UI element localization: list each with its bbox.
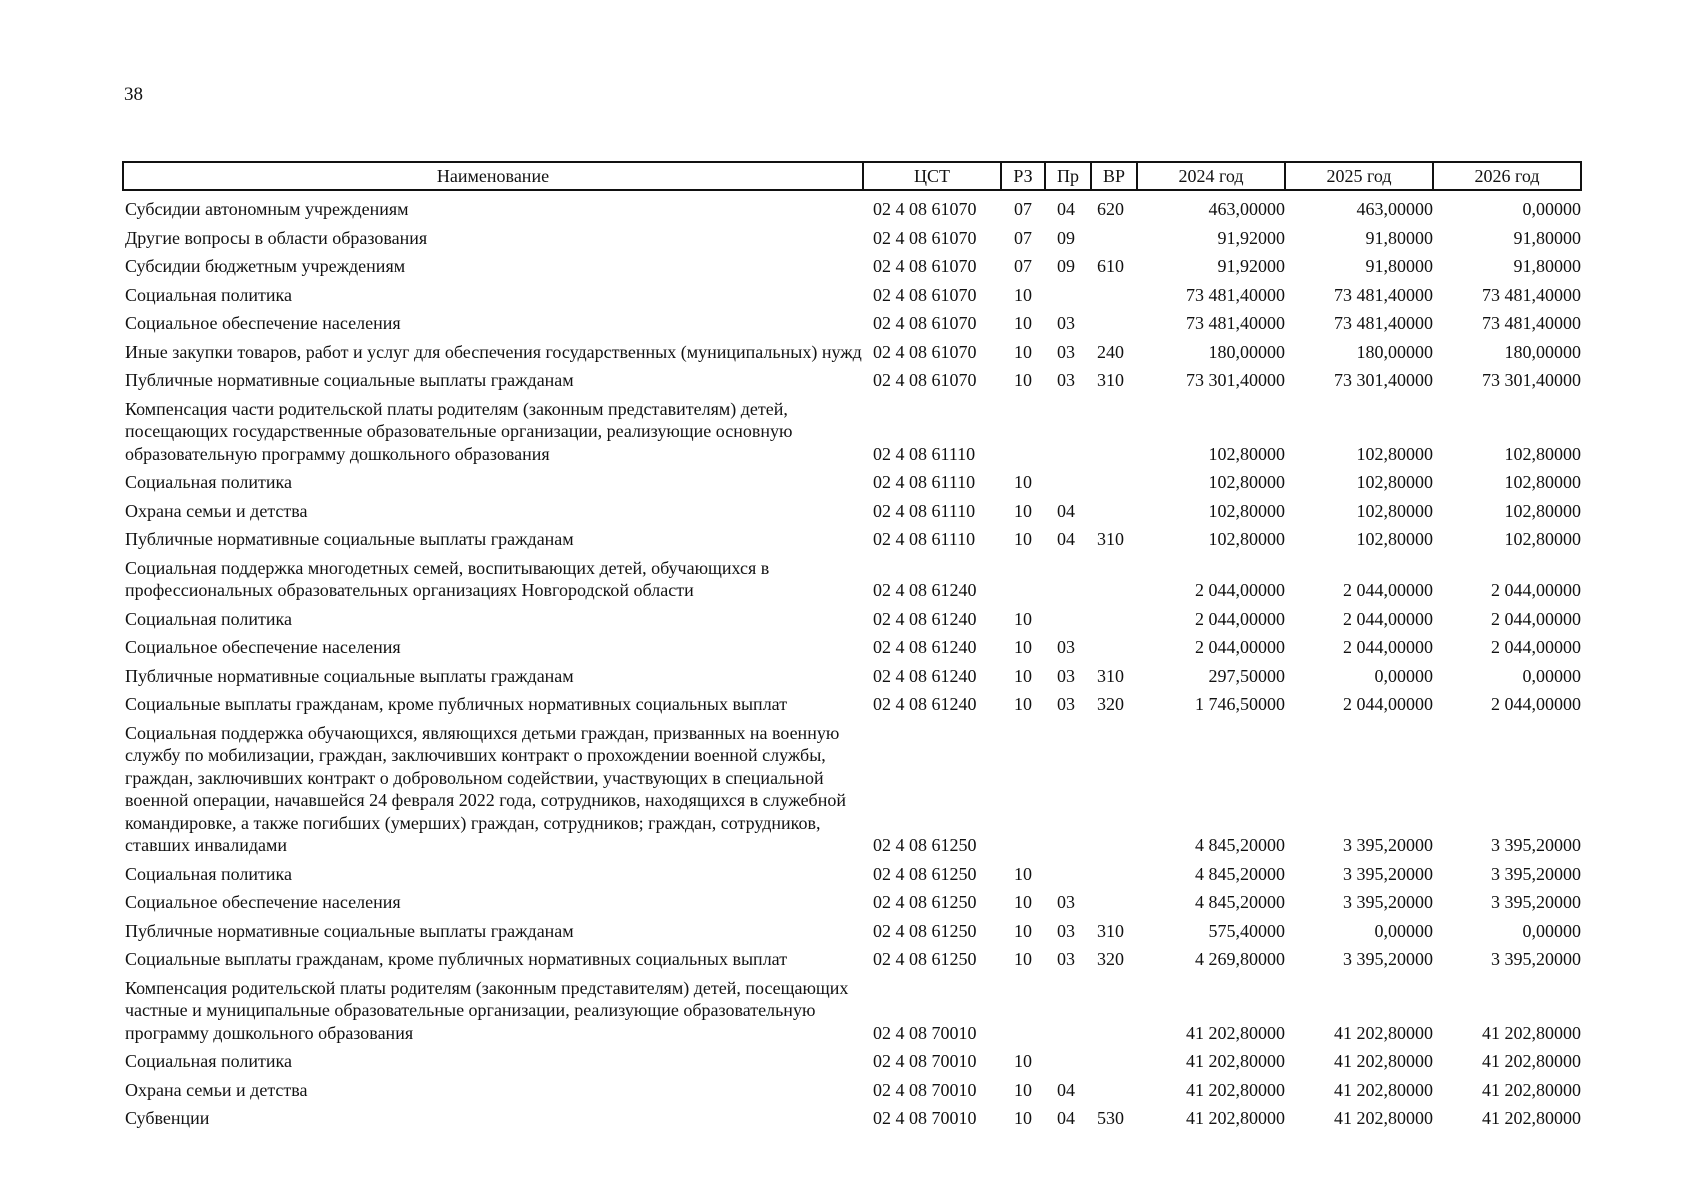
cell-rz: 10 — [1014, 892, 1032, 912]
cell-cst: 02 4 08 61240 — [873, 694, 977, 714]
header-row — [123, 162, 1581, 190]
cell-vr: 310 — [1097, 370, 1124, 390]
cell-rz: 07 — [1014, 199, 1032, 219]
cell-pr — [1045, 719, 1091, 860]
cell-rz: 10 — [1014, 920, 1032, 941]
cell-vr: 320 — [1097, 949, 1124, 969]
cell-2024: 102,80000 — [1208, 500, 1285, 521]
table-row — [123, 860, 1581, 889]
cell-pr — [1045, 281, 1091, 310]
cell-vr — [1091, 554, 1137, 605]
cell-cst: 02 4 08 61070 — [873, 227, 977, 248]
cell-cst: 02 4 08 61240 — [873, 580, 977, 600]
cell-name: Социальное обеспечение населения — [125, 892, 401, 912]
cell-vr — [1091, 974, 1137, 1048]
cell-name: Публичные нормативные социальные выплаты гражданам — [125, 920, 574, 941]
cell-2025: 180,00000 — [1356, 341, 1433, 362]
cell-2024: 73 481,40000 — [1186, 313, 1285, 333]
cell-rz: 10 — [1014, 500, 1032, 521]
cell-2026: 91,80000 — [1513, 256, 1581, 276]
cell-2024: 41 202,80000 — [1186, 1051, 1285, 1071]
cell-2024: 73 481,40000 — [1186, 284, 1285, 305]
cell-rz: 10 — [1014, 949, 1032, 969]
cell-cst: 02 4 08 70010 — [873, 1108, 977, 1128]
cell-pr: 03 — [1057, 892, 1075, 912]
cell-name: Социальные выплаты гражданам, кроме публичных нормативных социальных выплат — [125, 949, 788, 969]
cell-2025: 2 044,00000 — [1343, 608, 1433, 629]
cell-2024: 575,40000 — [1208, 920, 1285, 941]
cell-cst: 02 4 08 70010 — [873, 1022, 977, 1043]
cell-name: Публичные нормативные социальные выплаты гражданам — [125, 665, 574, 686]
header-pr: Пр — [1045, 162, 1091, 190]
cell-2025: 0,00000 — [1374, 920, 1433, 941]
cell-2024: 4 269,80000 — [1195, 949, 1285, 969]
cell-pr: 03 — [1057, 665, 1075, 686]
cell-name: Социальная политика — [125, 284, 292, 305]
cell-rz: 10 — [1014, 665, 1032, 686]
cell-vr — [1091, 888, 1137, 917]
table-row — [123, 468, 1581, 497]
table-row — [123, 690, 1581, 719]
cell-2026: 91,80000 — [1513, 227, 1581, 248]
cell-pr — [1045, 554, 1091, 605]
cell-rz: 10 — [1014, 1079, 1032, 1100]
cell-vr — [1091, 633, 1137, 662]
cell-rz — [1001, 395, 1045, 469]
table-row — [123, 366, 1581, 395]
cell-rz: 10 — [1014, 1108, 1032, 1128]
cell-cst: 02 4 08 61070 — [873, 341, 977, 362]
table-row — [123, 662, 1581, 691]
cell-2026: 0,00000 — [1522, 199, 1581, 219]
table-row — [123, 281, 1581, 310]
cell-vr: 530 — [1097, 1108, 1124, 1128]
table-row — [123, 395, 1581, 469]
table-row — [123, 525, 1581, 554]
cell-2024: 180,00000 — [1208, 341, 1285, 362]
cell-cst: 02 4 08 70010 — [873, 1079, 977, 1100]
header-vr: ВР — [1091, 162, 1137, 190]
header-name: Наименование — [123, 162, 863, 190]
cell-2026: 2 044,00000 — [1491, 608, 1581, 629]
cell-2024: 1 746,50000 — [1195, 694, 1285, 714]
cell-2025: 3 395,20000 — [1343, 835, 1433, 855]
cell-rz — [1001, 974, 1045, 1048]
cell-cst: 02 4 08 61110 — [873, 529, 976, 549]
cell-cst: 02 4 08 61070 — [873, 313, 977, 333]
table-row — [123, 309, 1581, 338]
cell-name: Социальная поддержка обучающихся, являющихся детьми граждан, призванных на военную службу по мобилизации, граждан, заключивших контракт о прохождении военной службы, граждан, заключивших контракт о добровольном содействии, участвующих в специальной военной операции, начавшейся 24 февраля 2022 года, сотрудников, находящихся в служебной командировке, а также погибших (умерших) граждан, сотрудников; граждан, сотрудников, ставших инвалидами — [125, 722, 846, 855]
cell-2025: 91,80000 — [1365, 256, 1433, 276]
cell-pr — [1045, 468, 1091, 497]
cell-2025: 41 202,80000 — [1334, 1108, 1433, 1128]
cell-2026: 102,80000 — [1504, 443, 1581, 464]
table-row — [123, 1076, 1581, 1105]
cell-name: Социальное обеспечение населения — [125, 313, 401, 333]
cell-vr — [1091, 309, 1137, 338]
cell-cst: 02 4 08 61070 — [873, 256, 977, 276]
cell-2025: 2 044,00000 — [1343, 637, 1433, 657]
cell-name: Социальная политика — [125, 1051, 292, 1071]
cell-vr: 620 — [1097, 199, 1124, 219]
cell-2026: 3 395,20000 — [1491, 949, 1581, 969]
cell-vr: 320 — [1097, 694, 1124, 714]
cell-name: Социальные выплаты гражданам, кроме публичных нормативных социальных выплат — [125, 694, 788, 714]
cell-rz: 10 — [1014, 1051, 1032, 1071]
cell-2026: 3 395,20000 — [1491, 863, 1581, 884]
cell-2026: 102,80000 — [1504, 472, 1581, 492]
cell-2026: 41 202,80000 — [1482, 1022, 1581, 1043]
cell-2025: 102,80000 — [1356, 472, 1433, 492]
table-row — [123, 888, 1581, 917]
cell-cst: 02 4 08 61250 — [873, 920, 977, 941]
cell-2024: 4 845,20000 — [1195, 835, 1285, 855]
header-cst: ЦСТ — [863, 162, 1001, 190]
cell-rz: 10 — [1014, 472, 1032, 492]
cell-2026: 2 044,00000 — [1491, 580, 1581, 600]
table-row — [123, 338, 1581, 367]
cell-2025: 2 044,00000 — [1343, 580, 1433, 600]
cell-vr: 240 — [1097, 341, 1124, 362]
cell-pr — [1045, 860, 1091, 889]
cell-2026: 0,00000 — [1522, 665, 1581, 686]
cell-pr: 04 — [1057, 1108, 1075, 1128]
cell-rz: 10 — [1014, 529, 1032, 549]
cell-pr: 09 — [1057, 227, 1075, 248]
budget-table — [122, 161, 1582, 1133]
cell-name: Субвенции — [125, 1108, 210, 1128]
cell-2025: 2 044,00000 — [1343, 694, 1433, 714]
cell-name: Публичные нормативные социальные выплаты гражданам — [125, 370, 574, 390]
table-header — [123, 162, 1581, 190]
header-2026: 2026 год — [1433, 162, 1581, 190]
cell-2025: 0,00000 — [1374, 665, 1433, 686]
cell-pr: 03 — [1057, 637, 1075, 657]
cell-2024: 91,92000 — [1217, 256, 1285, 276]
cell-2025: 3 395,20000 — [1343, 892, 1433, 912]
table-row — [123, 252, 1581, 281]
cell-cst: 02 4 08 61240 — [873, 608, 977, 629]
cell-2026: 3 395,20000 — [1491, 892, 1581, 912]
cell-2024: 463,00000 — [1208, 199, 1285, 219]
cell-2026: 102,80000 — [1504, 500, 1581, 521]
cell-rz: 10 — [1014, 637, 1032, 657]
cell-vr: 610 — [1097, 256, 1124, 276]
cell-cst: 02 4 08 70010 — [873, 1051, 977, 1071]
cell-2025: 3 395,20000 — [1343, 949, 1433, 969]
cell-pr: 03 — [1057, 920, 1075, 941]
cell-2025: 73 481,40000 — [1334, 313, 1433, 333]
table-row — [123, 917, 1581, 946]
cell-vr — [1091, 281, 1137, 310]
cell-cst: 02 4 08 61240 — [873, 637, 977, 657]
cell-pr: 03 — [1057, 341, 1075, 362]
cell-2025: 102,80000 — [1356, 500, 1433, 521]
header-2024: 2024 год — [1137, 162, 1285, 190]
cell-pr: 03 — [1057, 694, 1075, 714]
cell-2025: 73 301,40000 — [1334, 370, 1433, 390]
cell-rz: 10 — [1014, 370, 1032, 390]
cell-cst: 02 4 08 61070 — [873, 370, 977, 390]
cell-2025: 41 202,80000 — [1334, 1022, 1433, 1043]
cell-2025: 102,80000 — [1356, 529, 1433, 549]
cell-2024: 297,50000 — [1208, 665, 1285, 686]
table-row — [123, 945, 1581, 974]
cell-2024: 41 202,80000 — [1186, 1079, 1285, 1100]
cell-vr — [1091, 1076, 1137, 1105]
cell-name: Социальная политика — [125, 472, 292, 492]
cell-2026: 102,80000 — [1504, 529, 1581, 549]
cell-2024: 2 044,00000 — [1195, 608, 1285, 629]
cell-2026: 2 044,00000 — [1491, 637, 1581, 657]
cell-name: Социальная политика — [125, 608, 292, 629]
cell-2026: 0,00000 — [1522, 920, 1581, 941]
cell-pr — [1045, 974, 1091, 1048]
cell-2025: 463,00000 — [1356, 199, 1433, 219]
header-2025: 2025 год — [1285, 162, 1433, 190]
cell-2026: 41 202,80000 — [1482, 1079, 1581, 1100]
cell-vr: 310 — [1097, 920, 1124, 941]
cell-cst: 02 4 08 61240 — [873, 665, 977, 686]
cell-cst: 02 4 08 61110 — [873, 500, 976, 521]
cell-cst: 02 4 08 61250 — [873, 892, 977, 912]
cell-2024: 4 845,20000 — [1195, 892, 1285, 912]
cell-name: Социальная поддержка многодетных семей, воспитывающих детей, обучающихся в профессиональных образовательных организациях Новгородской области — [125, 557, 770, 600]
cell-2024: 91,92000 — [1217, 227, 1285, 248]
cell-pr — [1045, 605, 1091, 634]
cell-2024: 41 202,80000 — [1186, 1022, 1285, 1043]
table-row — [123, 190, 1581, 224]
cell-pr: 04 — [1057, 529, 1075, 549]
cell-name: Субсидии автономным учреждениям — [125, 199, 409, 219]
header-rz: РЗ — [1001, 162, 1045, 190]
cell-2024: 2 044,00000 — [1195, 637, 1285, 657]
cell-vr — [1091, 468, 1137, 497]
cell-2026: 3 395,20000 — [1491, 835, 1581, 855]
cell-rz: 10 — [1014, 284, 1032, 305]
cell-vr — [1091, 719, 1137, 860]
cell-2025: 3 395,20000 — [1343, 863, 1433, 884]
cell-vr — [1091, 860, 1137, 889]
table-row — [123, 224, 1581, 253]
cell-cst: 02 4 08 61250 — [873, 835, 977, 855]
cell-pr — [1045, 1047, 1091, 1076]
cell-name: Охрана семьи и детства — [125, 1079, 308, 1100]
cell-name: Другие вопросы в области образования — [125, 227, 428, 248]
cell-cst: 02 4 08 61250 — [873, 949, 977, 969]
cell-2026: 73 481,40000 — [1482, 313, 1581, 333]
cell-2025: 91,80000 — [1365, 227, 1433, 248]
cell-2024: 2 044,00000 — [1195, 580, 1285, 600]
cell-vr — [1091, 224, 1137, 253]
cell-2024: 4 845,20000 — [1195, 863, 1285, 884]
table-row — [123, 633, 1581, 662]
table-body — [123, 190, 1581, 1133]
table-row — [123, 605, 1581, 634]
cell-name: Социальное обеспечение населения — [125, 637, 401, 657]
cell-rz: 10 — [1014, 694, 1032, 714]
cell-rz: 07 — [1014, 227, 1032, 248]
cell-name: Социальная политика — [125, 863, 292, 884]
cell-2026: 41 202,80000 — [1482, 1051, 1581, 1071]
cell-rz: 10 — [1014, 313, 1032, 333]
cell-2024: 102,80000 — [1208, 443, 1285, 464]
cell-2025: 41 202,80000 — [1334, 1051, 1433, 1071]
cell-pr: 04 — [1057, 199, 1075, 219]
table-row — [123, 554, 1581, 605]
cell-vr — [1091, 497, 1137, 526]
cell-rz — [1001, 554, 1045, 605]
cell-name: Компенсация части родительской платы родителям (законным представителям) детей, посещающих государственные образовательные организации, реализующие основную образовательную программу дошкольного образования — [125, 398, 793, 464]
cell-pr: 03 — [1057, 370, 1075, 390]
cell-rz: 10 — [1014, 608, 1032, 629]
cell-2026: 180,00000 — [1504, 341, 1581, 362]
cell-cst: 02 4 08 61250 — [873, 863, 977, 884]
table-row — [123, 719, 1581, 860]
cell-pr: 09 — [1057, 256, 1075, 276]
cell-rz: 10 — [1014, 863, 1032, 884]
cell-cst: 02 4 08 61070 — [873, 284, 977, 305]
cell-2026: 73 301,40000 — [1482, 370, 1581, 390]
cell-vr — [1091, 1047, 1137, 1076]
cell-cst: 02 4 08 61110 — [873, 472, 976, 492]
cell-2026: 73 481,40000 — [1482, 284, 1581, 305]
cell-name: Иные закупки товаров, работ и услуг для обеспечения государственных (муниципальных) нужд — [125, 341, 862, 362]
cell-2024: 102,80000 — [1208, 472, 1285, 492]
cell-2026: 2 044,00000 — [1491, 694, 1581, 714]
cell-cst: 02 4 08 61110 — [873, 443, 976, 464]
cell-vr — [1091, 605, 1137, 634]
table-row — [123, 497, 1581, 526]
cell-name: Субсидии бюджетным учреждениям — [125, 256, 406, 276]
cell-pr: 04 — [1057, 500, 1075, 521]
cell-2024: 73 301,40000 — [1186, 370, 1285, 390]
cell-2026: 41 202,80000 — [1482, 1108, 1581, 1128]
cell-vr: 310 — [1097, 665, 1124, 686]
table-row — [123, 974, 1581, 1048]
cell-name: Компенсация родительской платы родителям (законным представителям) детей, посещающих частные и муниципальные образовательные организации, реализующие образовательную программу дошкольного образования — [125, 977, 849, 1043]
cell-pr: 03 — [1057, 949, 1075, 969]
page-number: 38 — [124, 84, 143, 105]
cell-pr — [1045, 395, 1091, 469]
cell-rz: 10 — [1014, 341, 1032, 362]
cell-rz: 07 — [1014, 256, 1032, 276]
cell-2024: 41 202,80000 — [1186, 1108, 1285, 1128]
cell-2025: 73 481,40000 — [1334, 284, 1433, 305]
cell-pr: 03 — [1057, 313, 1075, 333]
cell-vr: 310 — [1097, 529, 1124, 549]
table-row — [123, 1104, 1581, 1133]
cell-2024: 102,80000 — [1208, 529, 1285, 549]
table-row — [123, 1047, 1581, 1076]
cell-pr: 04 — [1057, 1079, 1075, 1100]
cell-vr — [1091, 395, 1137, 469]
cell-name: Публичные нормативные социальные выплаты гражданам — [125, 529, 574, 549]
cell-2025: 41 202,80000 — [1334, 1079, 1433, 1100]
cell-2025: 102,80000 — [1356, 443, 1433, 464]
cell-name: Охрана семьи и детства — [125, 500, 308, 521]
cell-rz — [1001, 719, 1045, 860]
cell-cst: 02 4 08 61070 — [873, 199, 977, 219]
